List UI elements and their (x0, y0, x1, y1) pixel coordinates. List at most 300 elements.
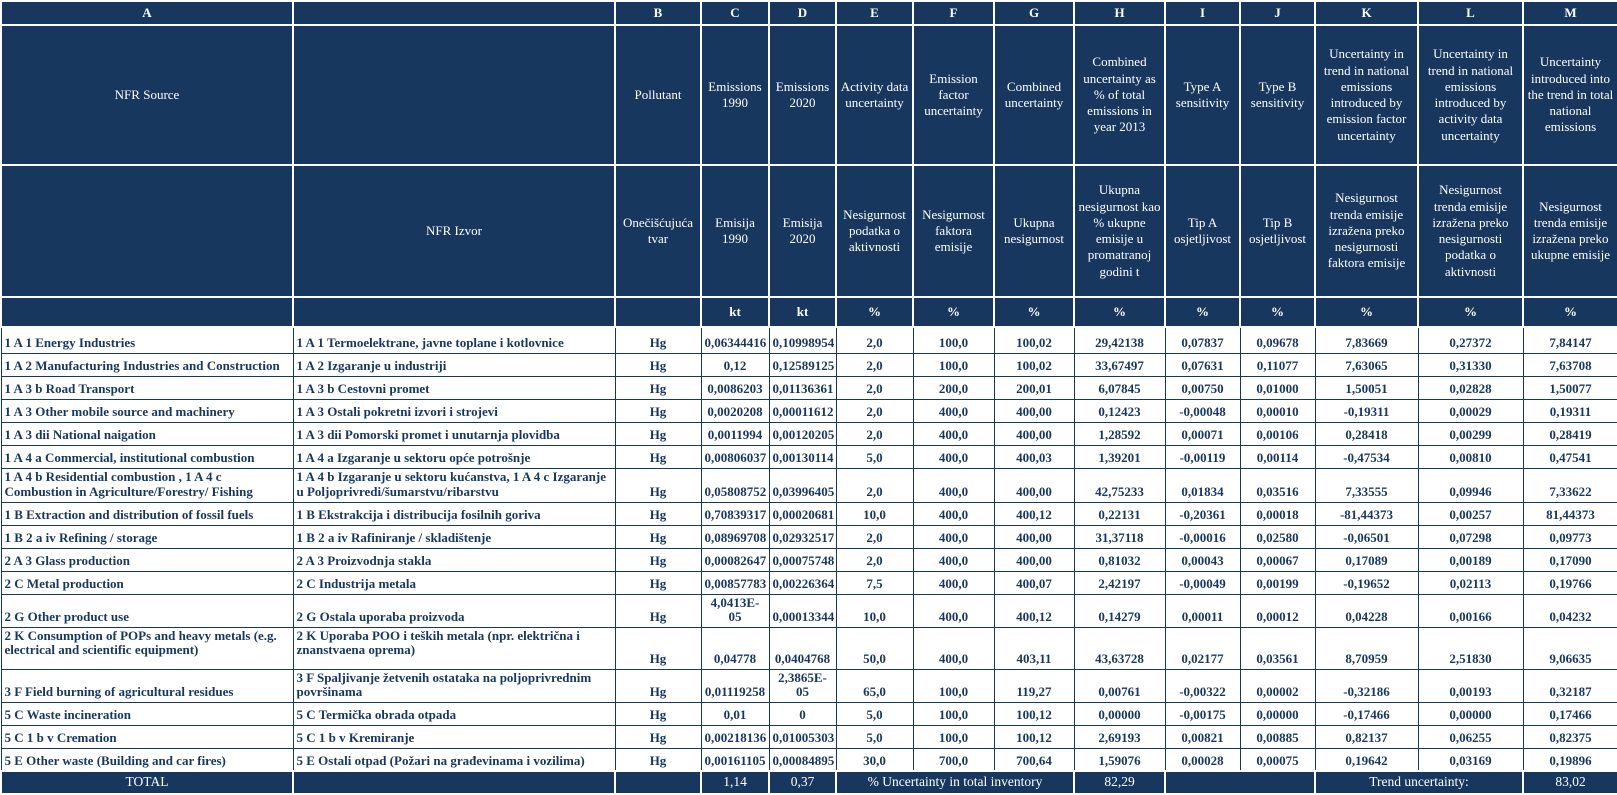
header-hr-trend-total-uncertainty: Nesigurnost trenda emisije izražena preko ukupne emisije (1523, 165, 1617, 297)
type-a-sensitivity-cell: -0,00119 (1165, 445, 1240, 468)
column-letters-row (1, 1, 1617, 25)
trend-ad-uncertainty-cell: 0,07298 (1418, 525, 1523, 548)
source-hr-cell: 2 K Uporaba POO i teških metala (npr. električna i znanstvaena oprema) (293, 627, 615, 669)
emission-factor-uncertainty-cell: 400,0 (913, 627, 994, 669)
unit-cell: % (1165, 297, 1240, 327)
table-row (1, 376, 1617, 399)
header-row-croatian (1, 165, 1617, 297)
activity-data-uncertainty-cell: 2,0 (836, 376, 913, 399)
combined-uncertainty-cell: 100,12 (994, 725, 1074, 748)
activity-data-uncertainty-cell: 2,0 (836, 353, 913, 376)
header-activity-data-uncertainty: Activity data uncertainty (836, 25, 913, 165)
activity-data-uncertainty-cell: 5,0 (836, 702, 913, 725)
trend-ad-uncertainty-cell: 0,00193 (1418, 669, 1523, 702)
type-a-sensitivity-cell: 0,00750 (1165, 376, 1240, 399)
header-combined-uncertainty: Combined uncertainty (994, 25, 1074, 165)
table-row (1, 422, 1617, 445)
pollutant-cell: Hg (615, 376, 701, 399)
type-b-sensitivity-cell: 0,00885 (1240, 725, 1315, 748)
trend-ad-uncertainty-cell: 0,00166 (1418, 594, 1523, 627)
table-row (1, 502, 1617, 525)
header-combined-uncertainty-pct: Combined uncertainty as % of total emissions in year 2013 (1074, 25, 1165, 165)
emissions-1990-cell: 0,00218136 (701, 725, 769, 748)
type-b-sensitivity-cell: 0,00199 (1240, 571, 1315, 594)
trend-ad-uncertainty-cell: 2,51830 (1418, 627, 1523, 669)
emissions-2020-cell: 0,12589125 (769, 353, 836, 376)
type-b-sensitivity-cell: 0,00018 (1240, 502, 1315, 525)
activity-data-uncertainty-cell: 10,0 (836, 594, 913, 627)
header-trend-total-uncertainty: Uncertainty introduced into the trend in total national emissions (1523, 25, 1617, 165)
emission-factor-uncertainty-cell: 100,0 (913, 702, 994, 725)
pollutant-cell: Hg (615, 548, 701, 571)
trend-ad-uncertainty-cell: 0,00810 (1418, 445, 1523, 468)
emission-factor-uncertainty-cell: 400,0 (913, 548, 994, 571)
trend-ad-uncertainty-cell: 0,03169 (1418, 748, 1523, 771)
col-letter-D: D (769, 1, 836, 25)
source-hr-cell: 1 B Ekstrakcija i distribucija fosilnih goriva (293, 502, 615, 525)
header-hr-trend-ad-uncertainty: Nesigurnost trenda emisije izražena preko nesigurnosti podatka o aktivnosti (1418, 165, 1523, 297)
unit-cell: kt (701, 297, 769, 327)
unit-cell (293, 297, 615, 327)
trend-ad-uncertainty-cell: 0,00257 (1418, 502, 1523, 525)
header-type-a-sensitivity: Type A sensitivity (1165, 25, 1240, 165)
source-hr-cell: 1 A 2 Izgaranje u industriji (293, 353, 615, 376)
header-emission-factor-uncertainty: Emission factor uncertainty (913, 25, 994, 165)
header-hr-nfr-izvor: NFR Izvor (293, 165, 615, 297)
type-a-sensitivity-cell: -0,00048 (1165, 399, 1240, 422)
combined-uncertainty-cell: 400,00 (994, 422, 1074, 445)
trend-total-uncertainty-cell: 0,47541 (1523, 445, 1617, 468)
source-hr-cell: 1 B 2 a iv Rafiniranje / skladištenje (293, 525, 615, 548)
trend-total-uncertainty-cell: 0,32187 (1523, 669, 1617, 702)
total-emissions-1990: 1,14 (701, 771, 769, 794)
type-a-sensitivity-cell: -0,00322 (1165, 669, 1240, 702)
pollutant-cell: Hg (615, 502, 701, 525)
emission-factor-uncertainty-cell: 400,0 (913, 571, 994, 594)
type-a-sensitivity-cell: -0,20361 (1165, 502, 1240, 525)
activity-data-uncertainty-cell: 65,0 (836, 669, 913, 702)
header-emissions-1990: Emissions 1990 (701, 25, 769, 165)
combined-uncertainty-cell: 400,00 (994, 525, 1074, 548)
table-row (1, 571, 1617, 594)
activity-data-uncertainty-cell: 5,0 (836, 725, 913, 748)
trend-total-uncertainty-cell: 0,19311 (1523, 399, 1617, 422)
source-en-cell: 1 A 2 Manufacturing Industries and Construction (1, 353, 293, 376)
combined-uncertainty-pct-cell: 33,67497 (1074, 353, 1165, 376)
type-a-sensitivity-cell: -0,00049 (1165, 571, 1240, 594)
header-pollutant: Pollutant (615, 25, 701, 165)
combined-uncertainty-cell: 200,01 (994, 376, 1074, 399)
combined-uncertainty-pct-cell: 0,12423 (1074, 399, 1165, 422)
combined-uncertainty-cell: 400,03 (994, 445, 1074, 468)
header-nfr-source-blank (293, 25, 615, 165)
type-b-sensitivity-cell: 0,00002 (1240, 669, 1315, 702)
emissions-1990-cell: 0,04778 (701, 627, 769, 669)
combined-uncertainty-pct-cell: 43,63728 (1074, 627, 1165, 669)
table-row (1, 548, 1617, 571)
combined-uncertainty-cell: 400,00 (994, 468, 1074, 502)
emissions-2020-cell: 0,00130114 (769, 445, 836, 468)
type-b-sensitivity-cell: 0,00114 (1240, 445, 1315, 468)
source-en-cell: 3 F Field burning of agricultural residues (1, 669, 293, 702)
activity-data-uncertainty-cell: 2,0 (836, 548, 913, 571)
total-trend-uncertainty-value: 83,02 (1523, 771, 1617, 794)
pollutant-cell: Hg (615, 327, 701, 353)
trend-ad-uncertainty-cell: 0,00029 (1418, 399, 1523, 422)
type-b-sensitivity-cell: 0,00012 (1240, 594, 1315, 627)
source-hr-cell: 1 A 3 b Cestovni promet (293, 376, 615, 399)
header-type-b-sensitivity: Type B sensitivity (1240, 25, 1315, 165)
unit-cell: % (913, 297, 994, 327)
combined-uncertainty-pct-cell: 1,59076 (1074, 748, 1165, 771)
emissions-1990-cell: 0,05808752 (701, 468, 769, 502)
combined-uncertainty-pct-cell: 31,37118 (1074, 525, 1165, 548)
table-footer (1, 771, 1617, 794)
table-header (1, 1, 1617, 327)
source-en-cell: 5 E Other waste (Building and car fires) (1, 748, 293, 771)
emission-factor-uncertainty-cell: 400,0 (913, 502, 994, 525)
table-row (1, 353, 1617, 376)
emissions-2020-cell: 0,00011612 (769, 399, 836, 422)
type-a-sensitivity-cell: -0,00175 (1165, 702, 1240, 725)
trend-ad-uncertainty-cell: 0,27372 (1418, 327, 1523, 353)
header-hr-activity-data-uncertainty: Nesigurnost podatka o aktivnosti (836, 165, 913, 297)
pollutant-cell: Hg (615, 669, 701, 702)
trend-ef-uncertainty-cell: 7,83669 (1315, 327, 1418, 353)
col-letter-A: A (1, 1, 293, 25)
unit-cell: % (994, 297, 1074, 327)
source-en-cell: 2 K Consumption of POPs and heavy metals (e.g. electrical and scientific equipment) (1, 627, 293, 669)
trend-total-uncertainty-cell: 0,04232 (1523, 594, 1617, 627)
combined-uncertainty-cell: 400,12 (994, 594, 1074, 627)
header-trend-ef-uncertainty: Uncertainty in trend in national emissions introduced by emission factor uncertainty (1315, 25, 1418, 165)
header-trend-ad-uncertainty: Uncertainty in trend in national emissions introduced by activity data uncertainty (1418, 25, 1523, 165)
pollutant-cell: Hg (615, 525, 701, 548)
combined-uncertainty-cell: 100,02 (994, 327, 1074, 353)
combined-uncertainty-pct-cell: 6,07845 (1074, 376, 1165, 399)
units-row (1, 297, 1617, 327)
unit-cell: % (1315, 297, 1418, 327)
activity-data-uncertainty-cell: 7,5 (836, 571, 913, 594)
header-hr-trend-ef-uncertainty: Nesigurnost trenda emisije izražena preko nesigurnosti faktora emisije (1315, 165, 1418, 297)
type-b-sensitivity-cell: 0,00000 (1240, 702, 1315, 725)
source-hr-cell: 5 C Termička obrada otpada (293, 702, 615, 725)
emissions-1990-cell: 0,00806037 (701, 445, 769, 468)
combined-uncertainty-pct-cell: 1,28592 (1074, 422, 1165, 445)
table-row (1, 468, 1617, 502)
source-hr-cell: 1 A 3 dii Pomorski promet i unutarnja plovidba (293, 422, 615, 445)
emissions-1990-cell: 0,70839317 (701, 502, 769, 525)
col-letter-I: I (1165, 1, 1240, 25)
emissions-1990-cell: 0,00857783 (701, 571, 769, 594)
trend-total-uncertainty-cell: 0,82375 (1523, 725, 1617, 748)
header-emissions-2020: Emissions 2020 (769, 25, 836, 165)
table-row (1, 627, 1617, 669)
pollutant-cell: Hg (615, 594, 701, 627)
source-en-cell: 1 A 4 a Commercial, institutional combustion (1, 445, 293, 468)
combined-uncertainty-cell: 100,02 (994, 353, 1074, 376)
combined-uncertainty-cell: 119,27 (994, 669, 1074, 702)
emission-factor-uncertainty-cell: 400,0 (913, 422, 994, 445)
emissions-1990-cell: 0,12 (701, 353, 769, 376)
combined-uncertainty-cell: 400,12 (994, 502, 1074, 525)
unit-cell: % (1418, 297, 1523, 327)
trend-ad-uncertainty-cell: 0,02828 (1418, 376, 1523, 399)
col-letter-A2 (293, 1, 615, 25)
source-hr-cell: 1 A 4 b Izgaranje u sektoru kućanstva, 1 A 4 c Izgaranje u Poljoprivredi/šumarstvu/ribarstvu (293, 468, 615, 502)
col-letter-C: C (701, 1, 769, 25)
trend-ef-uncertainty-cell: -0,19652 (1315, 571, 1418, 594)
table-row (1, 669, 1617, 702)
combined-uncertainty-cell: 400,00 (994, 548, 1074, 571)
header-hr-type-a-sensitivity: Tip A osjetljivost (1165, 165, 1240, 297)
unit-cell: % (1074, 297, 1165, 327)
source-hr-cell: 2 A 3 Proizvodnja stakla (293, 548, 615, 571)
type-a-sensitivity-cell: 0,02177 (1165, 627, 1240, 669)
emissions-2020-cell: 0,03996405 (769, 468, 836, 502)
total-inventory-uncertainty-value: 82,29 (1074, 771, 1165, 794)
source-en-cell: 5 C 1 b v Cremation (1, 725, 293, 748)
emissions-2020-cell: 2,3865E-05 (769, 669, 836, 702)
combined-uncertainty-cell: 100,12 (994, 702, 1074, 725)
type-a-sensitivity-cell: 0,07837 (1165, 327, 1240, 353)
unit-cell: % (1523, 297, 1617, 327)
type-b-sensitivity-cell: 0,09678 (1240, 327, 1315, 353)
table-body (1, 327, 1617, 771)
activity-data-uncertainty-cell: 5,0 (836, 445, 913, 468)
emissions-1990-cell: 0,01 (701, 702, 769, 725)
combined-uncertainty-cell: 400,00 (994, 399, 1074, 422)
table-row (1, 702, 1617, 725)
pollutant-cell: Hg (615, 422, 701, 445)
header-hr-emissions-1990: Emisija 1990 (701, 165, 769, 297)
trend-total-uncertainty-cell: 7,84147 (1523, 327, 1617, 353)
trend-ef-uncertainty-cell: 7,63065 (1315, 353, 1418, 376)
trend-total-uncertainty-cell: 0,17090 (1523, 548, 1617, 571)
type-b-sensitivity-cell: 0,02580 (1240, 525, 1315, 548)
pollutant-cell: Hg (615, 399, 701, 422)
trend-total-uncertainty-cell: 0,28419 (1523, 422, 1617, 445)
pollutant-cell: Hg (615, 627, 701, 669)
trend-ef-uncertainty-cell: -0,19311 (1315, 399, 1418, 422)
source-en-cell: 1 A 3 b Road Transport (1, 376, 293, 399)
source-en-cell: 1 B Extraction and distribution of fossil fuels (1, 502, 293, 525)
emissions-1990-cell: 0,08969708 (701, 525, 769, 548)
trend-ef-uncertainty-cell: 0,28418 (1315, 422, 1418, 445)
col-letter-J: J (1240, 1, 1315, 25)
table-row (1, 594, 1617, 627)
pollutant-cell: Hg (615, 748, 701, 771)
type-a-sensitivity-cell: -0,00016 (1165, 525, 1240, 548)
emissions-1990-cell: 0,00082647 (701, 548, 769, 571)
emissions-2020-cell: 0,01136361 (769, 376, 836, 399)
header-hr-combined-uncertainty: Ukupna nesigurnost (994, 165, 1074, 297)
trend-total-uncertainty-cell: 7,33622 (1523, 468, 1617, 502)
col-letter-F: F (913, 1, 994, 25)
source-en-cell: 1 B 2 a iv Refining / storage (1, 525, 293, 548)
type-b-sensitivity-cell: 0,00075 (1240, 748, 1315, 771)
pollutant-cell: Hg (615, 571, 701, 594)
combined-uncertainty-pct-cell: 0,00000 (1074, 702, 1165, 725)
trend-total-uncertainty-cell: 0,19766 (1523, 571, 1617, 594)
pollutant-cell: Hg (615, 702, 701, 725)
combined-uncertainty-cell: 403,11 (994, 627, 1074, 669)
trend-total-uncertainty-cell: 0,09773 (1523, 525, 1617, 548)
source-hr-cell: 5 E Ostali otpad (Požari na građevinama i vozilima) (293, 748, 615, 771)
source-hr-cell: 2 C Industrija metala (293, 571, 615, 594)
table-row (1, 445, 1617, 468)
type-a-sensitivity-cell: 0,00821 (1165, 725, 1240, 748)
emission-factor-uncertainty-cell: 100,0 (913, 725, 994, 748)
emission-factor-uncertainty-cell: 200,0 (913, 376, 994, 399)
activity-data-uncertainty-cell: 10,0 (836, 502, 913, 525)
total-blank-pollutant (615, 771, 701, 794)
type-b-sensitivity-cell: 0,03561 (1240, 627, 1315, 669)
emissions-2020-cell: 0,00020681 (769, 502, 836, 525)
col-letter-E: E (836, 1, 913, 25)
trend-ad-uncertainty-cell: 0,09946 (1418, 468, 1523, 502)
emission-factor-uncertainty-cell: 400,0 (913, 525, 994, 548)
emission-factor-uncertainty-cell: 100,0 (913, 353, 994, 376)
activity-data-uncertainty-cell: 2,0 (836, 422, 913, 445)
type-a-sensitivity-cell: 0,01834 (1165, 468, 1240, 502)
trend-total-uncertainty-cell: 0,17466 (1523, 702, 1617, 725)
table-row (1, 399, 1617, 422)
combined-uncertainty-pct-cell: 42,75233 (1074, 468, 1165, 502)
source-en-cell: 5 C Waste incineration (1, 702, 293, 725)
trend-ad-uncertainty-cell: 0,02113 (1418, 571, 1523, 594)
trend-ad-uncertainty-cell: 0,00189 (1418, 548, 1523, 571)
total-trend-uncertainty-label: Trend uncertainty: (1315, 771, 1523, 794)
combined-uncertainty-pct-cell: 1,39201 (1074, 445, 1165, 468)
emission-factor-uncertainty-cell: 400,0 (913, 594, 994, 627)
pollutant-cell: Hg (615, 353, 701, 376)
type-b-sensitivity-cell: 0,03516 (1240, 468, 1315, 502)
pollutant-cell: Hg (615, 445, 701, 468)
trend-ef-uncertainty-cell: -0,32186 (1315, 669, 1418, 702)
total-inventory-uncertainty-label: % Uncertainty in total inventory (836, 771, 1074, 794)
col-letter-B: B (615, 1, 701, 25)
table-row (1, 748, 1617, 771)
trend-total-uncertainty-cell: 9,06635 (1523, 627, 1617, 669)
trend-ef-uncertainty-cell: 0,19642 (1315, 748, 1418, 771)
type-b-sensitivity-cell: 0,00010 (1240, 399, 1315, 422)
emissions-1990-cell: 4,0413E-05 (701, 594, 769, 627)
type-a-sensitivity-cell: 0,00011 (1165, 594, 1240, 627)
emissions-2020-cell: 0,10998954 (769, 327, 836, 353)
emission-factor-uncertainty-cell: 400,0 (913, 468, 994, 502)
pollutant-cell: Hg (615, 725, 701, 748)
source-hr-cell: 1 A 1 Termoelektrane, javne toplane i kotlovnice (293, 327, 615, 353)
type-a-sensitivity-cell: 0,00043 (1165, 548, 1240, 571)
header-hr-blank (1, 165, 293, 297)
combined-uncertainty-cell: 400,07 (994, 571, 1074, 594)
trend-ef-uncertainty-cell: -0,47534 (1315, 445, 1418, 468)
pollutant-cell: Hg (615, 468, 701, 502)
type-b-sensitivity-cell: 0,11077 (1240, 353, 1315, 376)
activity-data-uncertainty-cell: 30,0 (836, 748, 913, 771)
combined-uncertainty-pct-cell: 29,42138 (1074, 327, 1165, 353)
total-row (1, 771, 1617, 794)
emission-factor-uncertainty-cell: 700,0 (913, 748, 994, 771)
header-hr-combined-uncertainty-pct: Ukupna nesigurnost kao % ukupne emisije u promatranoj godini t (1074, 165, 1165, 297)
trend-ef-uncertainty-cell: -0,06501 (1315, 525, 1418, 548)
emissions-2020-cell: 0,00013344 (769, 594, 836, 627)
type-b-sensitivity-cell: 0,00106 (1240, 422, 1315, 445)
emissions-1990-cell: 0,01119258 (701, 669, 769, 702)
source-hr-cell: 1 A 4 a Izgaranje u sektoru opće potrošnje (293, 445, 615, 468)
trend-total-uncertainty-cell: 1,50077 (1523, 376, 1617, 399)
trend-ef-uncertainty-cell: 0,82137 (1315, 725, 1418, 748)
emissions-2020-cell: 0,0404768 (769, 627, 836, 669)
trend-ef-uncertainty-cell: -81,44373 (1315, 502, 1418, 525)
source-en-cell: 1 A 1 Energy Industries (1, 327, 293, 353)
trend-ef-uncertainty-cell: 0,04228 (1315, 594, 1418, 627)
trend-ad-uncertainty-cell: 0,00000 (1418, 702, 1523, 725)
header-hr-emission-factor-uncertainty: Nesigurnost faktora emisije (913, 165, 994, 297)
activity-data-uncertainty-cell: 50,0 (836, 627, 913, 669)
col-letter-H: H (1074, 1, 1165, 25)
trend-ef-uncertainty-cell: 7,33555 (1315, 468, 1418, 502)
table-row (1, 327, 1617, 353)
col-letter-M: M (1523, 1, 1617, 25)
emissions-1990-cell: 0,0020208 (701, 399, 769, 422)
table-row (1, 525, 1617, 548)
source-en-cell: 2 G Other product use (1, 594, 293, 627)
source-en-cell: 2 C Metal production (1, 571, 293, 594)
header-row-english (1, 25, 1617, 165)
trend-ef-uncertainty-cell: 8,70959 (1315, 627, 1418, 669)
activity-data-uncertainty-cell: 2,0 (836, 525, 913, 548)
trend-total-uncertainty-cell: 81,44373 (1523, 502, 1617, 525)
total-blank-source-hr (293, 771, 615, 794)
trend-ad-uncertainty-cell: 0,00299 (1418, 422, 1523, 445)
emissions-1990-cell: 0,00161105 (701, 748, 769, 771)
combined-uncertainty-pct-cell: 0,14279 (1074, 594, 1165, 627)
table-row (1, 725, 1617, 748)
emissions-2020-cell: 0 (769, 702, 836, 725)
header-nfr-source: NFR Source (1, 25, 293, 165)
type-a-sensitivity-cell: 0,00028 (1165, 748, 1240, 771)
unit-cell (615, 297, 701, 327)
emissions-1990-cell: 0,0086203 (701, 376, 769, 399)
total-label: TOTAL (1, 771, 293, 794)
source-en-cell: 2 A 3 Glass production (1, 548, 293, 571)
unit-cell (1, 297, 293, 327)
trend-total-uncertainty-cell: 0,19896 (1523, 748, 1617, 771)
col-letter-L: L (1418, 1, 1523, 25)
trend-ad-uncertainty-cell: 0,06255 (1418, 725, 1523, 748)
emission-factor-uncertainty-cell: 400,0 (913, 399, 994, 422)
header-hr-type-b-sensitivity: Tip B osjetljivost (1240, 165, 1315, 297)
emission-factor-uncertainty-cell: 400,0 (913, 445, 994, 468)
type-a-sensitivity-cell: 0,07631 (1165, 353, 1240, 376)
combined-uncertainty-pct-cell: 0,00761 (1074, 669, 1165, 702)
type-a-sensitivity-cell: 0,00071 (1165, 422, 1240, 445)
combined-uncertainty-pct-cell: 2,42197 (1074, 571, 1165, 594)
col-letter-K: K (1315, 1, 1418, 25)
source-hr-cell: 5 C 1 b v Kremiranje (293, 725, 615, 748)
combined-uncertainty-pct-cell: 0,22131 (1074, 502, 1165, 525)
combined-uncertainty-pct-cell: 0,81032 (1074, 548, 1165, 571)
trend-ad-uncertainty-cell: 0,31330 (1418, 353, 1523, 376)
type-b-sensitivity-cell: 0,01000 (1240, 376, 1315, 399)
emissions-2020-cell: 0,02932517 (769, 525, 836, 548)
unit-cell: % (1240, 297, 1315, 327)
source-hr-cell: 2 G Ostala uporaba proizvoda (293, 594, 615, 627)
emission-factor-uncertainty-cell: 100,0 (913, 669, 994, 702)
header-hr-emissions-2020: Emisija 2020 (769, 165, 836, 297)
